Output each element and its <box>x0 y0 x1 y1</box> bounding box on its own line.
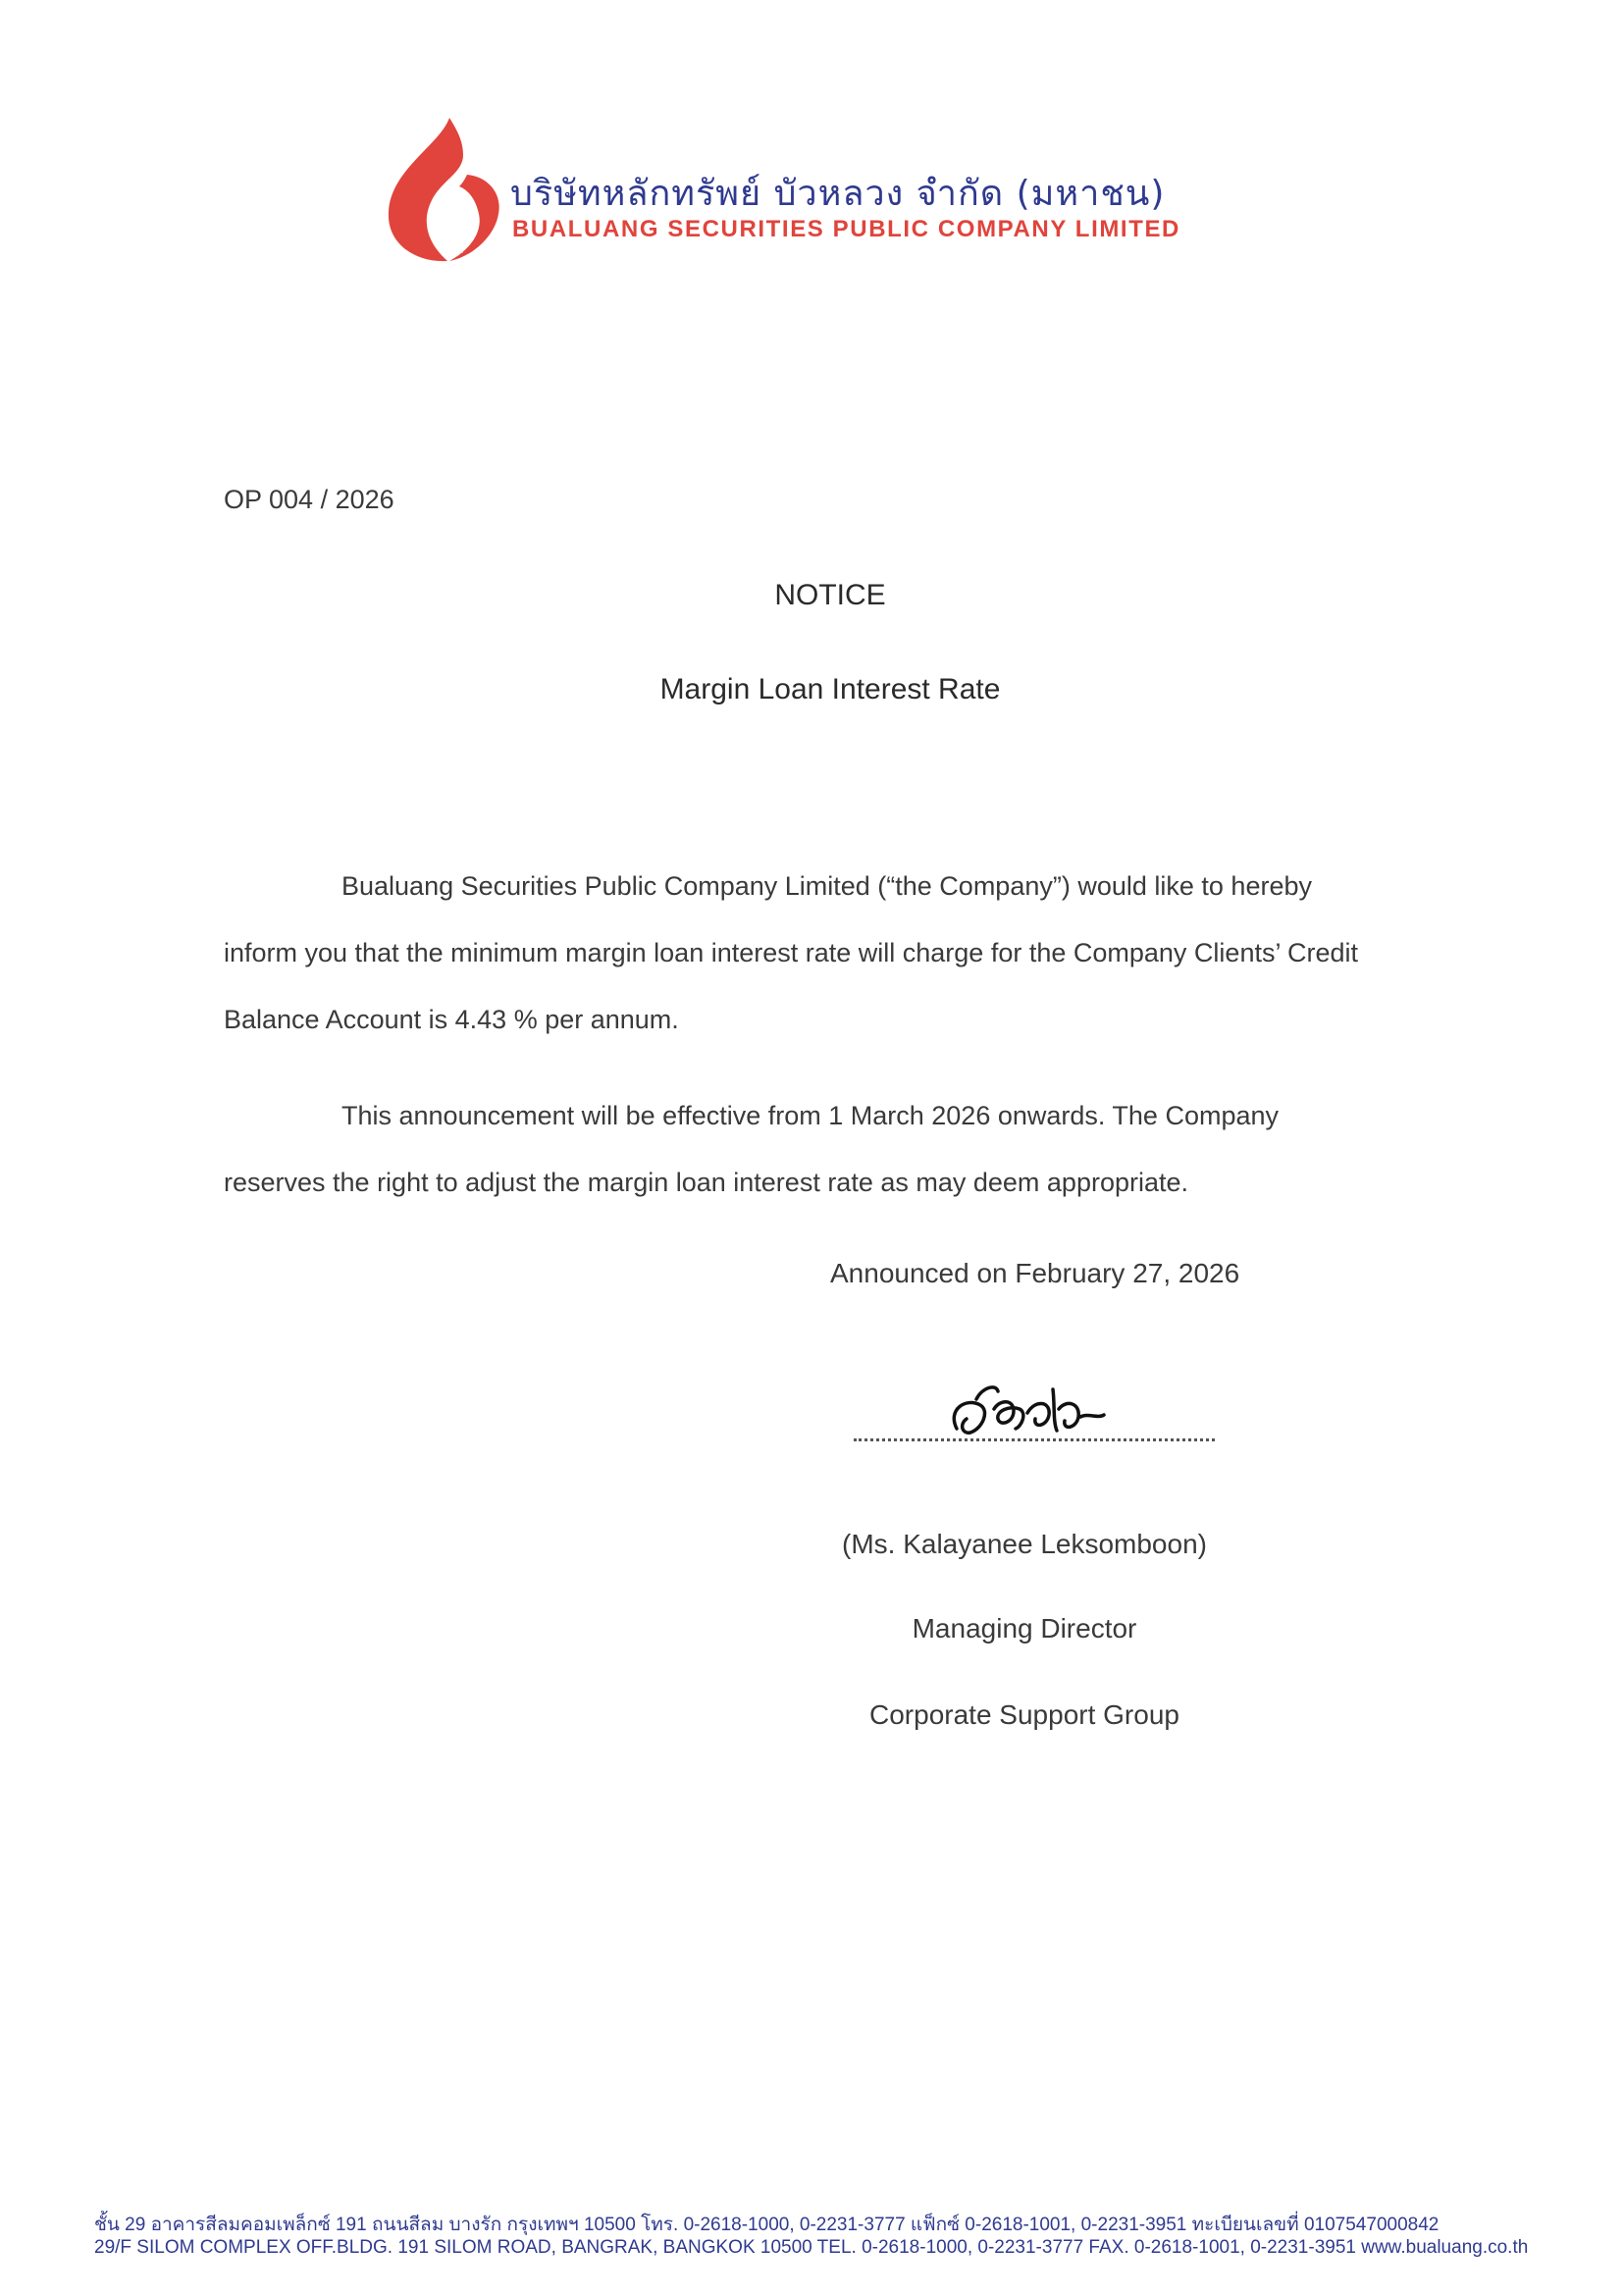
paragraph-1-line: inform you that the minimum margin loan interest rate will charge for the Company Clients’ Credit <box>224 938 1358 967</box>
handwritten-signature-icon <box>937 1370 1114 1458</box>
paragraph-2-line: reserves the right to adjust the margin loan interest rate as may deem appropriate. <box>224 1168 1189 1197</box>
document-reference: OP 004 / 2026 <box>224 485 394 514</box>
signatory-name: (Ms. Kalayanee Leksomboon) <box>842 1529 1207 1559</box>
footer-address-thai: ชั้น 29 อาคารสีลมคอมเพล็กซ์ 191 ถนนสีลม บางรัก กรุงเทพฯ 10500 โทร. 0-2618-1000, 0-2231-3777 แฟ็กซ์ 0-2618-1001, 0-2231-3951 ทะเบียนเลขที่ 0107547000842 <box>94 2215 1440 2235</box>
company-name-english: BUALUANG SECURITIES PUBLIC COMPANY LIMITED <box>512 216 1180 242</box>
paragraph-1-line: Bualuang Securities Public Company Limited (“the Company”) would like to hereby <box>341 871 1312 901</box>
signature-line <box>854 1438 1215 1441</box>
paragraph-1-line: Balance Account is 4.43 % per annum. <box>224 1005 679 1034</box>
notice-title: NOTICE <box>774 579 886 611</box>
company-name-thai: บริษัทหลักทรัพย์ บัวหลวง จำกัด (มหาชน) <box>510 174 1166 214</box>
notice-subject: Margin Loan Interest Rate <box>659 673 1001 705</box>
announced-date: Announced on February 27, 2026 <box>830 1258 1240 1288</box>
paragraph-2-line: This announcement will be effective from 1 March 2026 onwards. The Company <box>341 1101 1279 1130</box>
signatory-position: Managing Director <box>912 1613 1137 1644</box>
signatory-department: Corporate Support Group <box>869 1699 1179 1730</box>
bualuang-logo-icon <box>381 116 506 263</box>
footer-address-english: 29/F SILOM COMPLEX OFF.BLDG. 191 SILOM ROAD, BANGRAK, BANGKOK 10500 TEL. 0-2618-1000, 0-2231-3777 FAX. 0-2618-1001, 0-2231-3951 www.bualuang.co.th <box>94 2237 1529 2258</box>
